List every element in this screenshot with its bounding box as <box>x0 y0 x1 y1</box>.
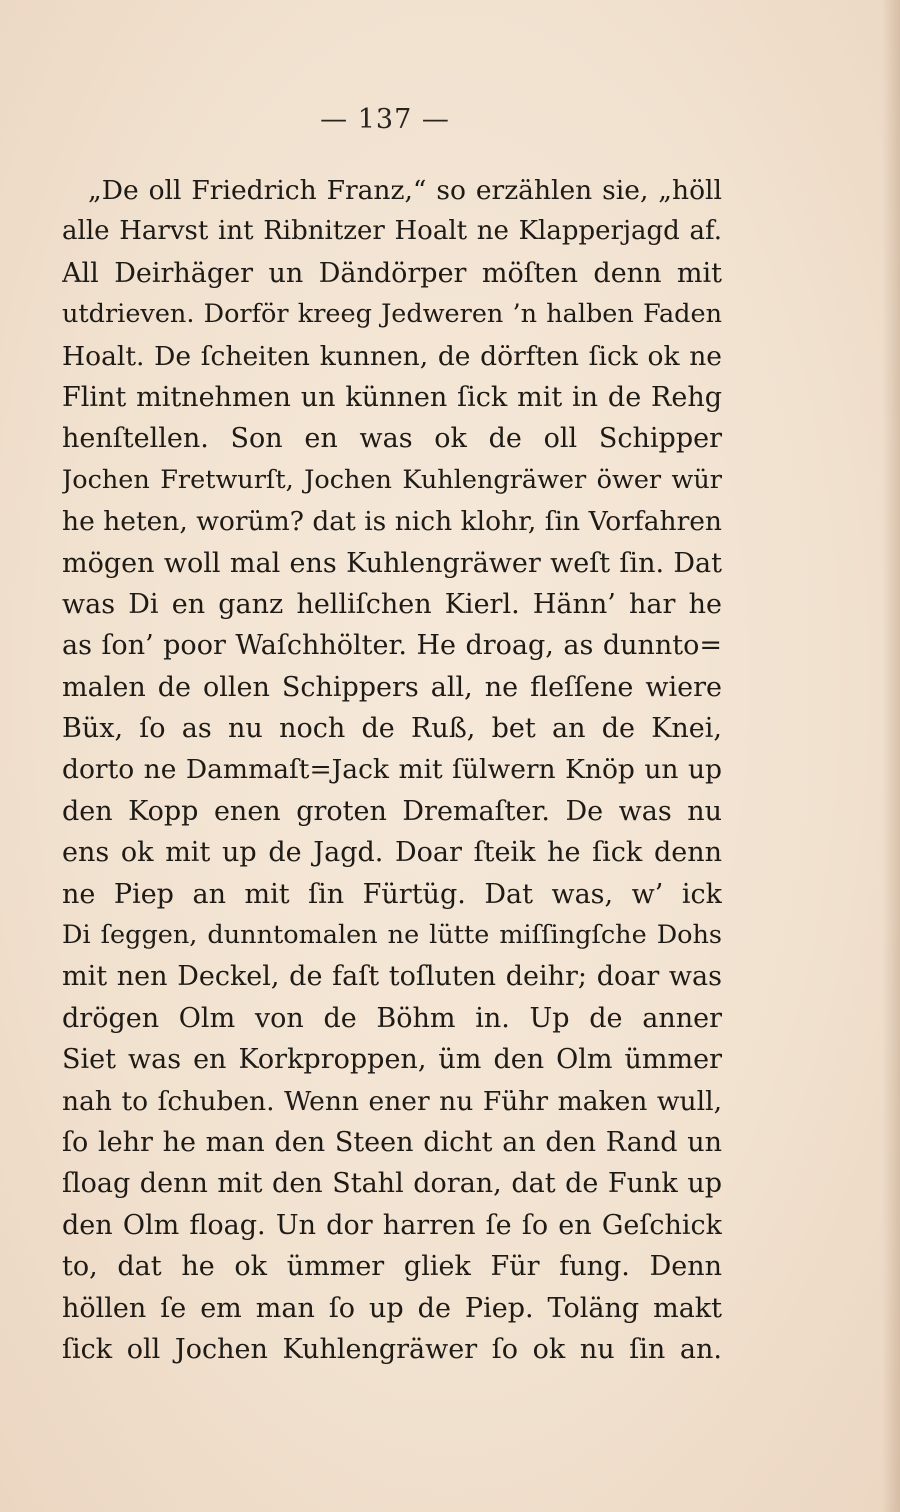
text-line: as ſon’ poor Waſchhölter. He droag, as dunnto= <box>62 630 722 662</box>
text-line: mit nen Deckel, de faſt toſluten deihr; doar was <box>62 961 722 993</box>
text-line: malen de ollen Schippers all, ne fleſſene wiere <box>62 671 722 703</box>
text-line: mögen woll mal ens Kuhlengräwer weſt ſin. Dat <box>62 547 722 579</box>
text-line: den Kopp enen groten Dremaſter. De was nu <box>62 795 722 827</box>
text-line: utdrieven. Dorför kreeg Jedweren ’n halben Faden <box>62 299 722 330</box>
text-line: den Olm floag. Un dor harren ſe ſo en Geſchick <box>62 1209 722 1241</box>
text-line: drögen Olm von de Böhm in. Up de anner <box>62 1002 722 1034</box>
text-line: Jochen Fretwurſt, Jochen Kuhlengräwer öwer wür <box>62 464 722 495</box>
page-edge-shadow <box>882 0 900 1512</box>
text-line: he heten, worüm? dat is nich klohr, ſin Vorfahren <box>62 506 722 538</box>
text-line: Di ſeggen, dunntomalen ne lütte miſſingſche Dohs <box>62 920 722 951</box>
page-number: — 137 — <box>320 104 450 135</box>
text-line: dorto ne Dammaſt=Jack mit ſülwern Knöp un up <box>62 754 722 786</box>
text-line: Siet was en Korkproppen, üm den Olm ümmer <box>62 1044 722 1076</box>
text-line: ſloag denn mit den Stahl doran, dat de Funk up <box>62 1168 722 1200</box>
text-line: ſick oll Jochen Kuhlengräwer ſo ok nu ſin an. <box>62 1333 722 1365</box>
text-line: Hoalt. De ſcheiten kunnen, de dörften ſick ok ne <box>62 340 722 372</box>
text-line: alle Harvst int Ribnitzer Hoalt ne Klapperjagd af. <box>62 216 722 247</box>
body-text <box>62 170 722 1370</box>
text-line: All Deirhäger un Dändörper möſten denn mit <box>62 257 722 289</box>
text-line: „De oll Friedrich Franz,“ so erzählen sie, „höll <box>88 175 722 206</box>
text-line: höllen ſe em man ſo up de Piep. Toläng makt <box>62 1292 722 1324</box>
text-line: was Di en ganz helliſchen Kierl. Hänn’ har he <box>62 588 722 620</box>
text-line: ens ok mit up de Jagd. Doar ſteik he ſick denn <box>62 837 722 869</box>
text-line: to, dat he ok ümmer gliek Für fung. Denn <box>62 1251 722 1283</box>
text-line: henſtellen. Son en was ok de oll Schipper <box>62 423 722 455</box>
text-line: ſo lehr he man den Steen dicht an den Rand un <box>62 1126 722 1158</box>
text-line: Büx, ſo as nu noch de Ruß, bet an de Knei, <box>62 713 722 745</box>
text-line: nah to ſchuben. Wenn ener nu Führ maken wull, <box>62 1085 722 1117</box>
text-line: Flint mitnehmen un künnen ſick mit in de Rehg <box>62 381 722 413</box>
text-line: ne Piep an mit ſin Fürtüg. Dat was, w’ ick <box>62 878 722 910</box>
